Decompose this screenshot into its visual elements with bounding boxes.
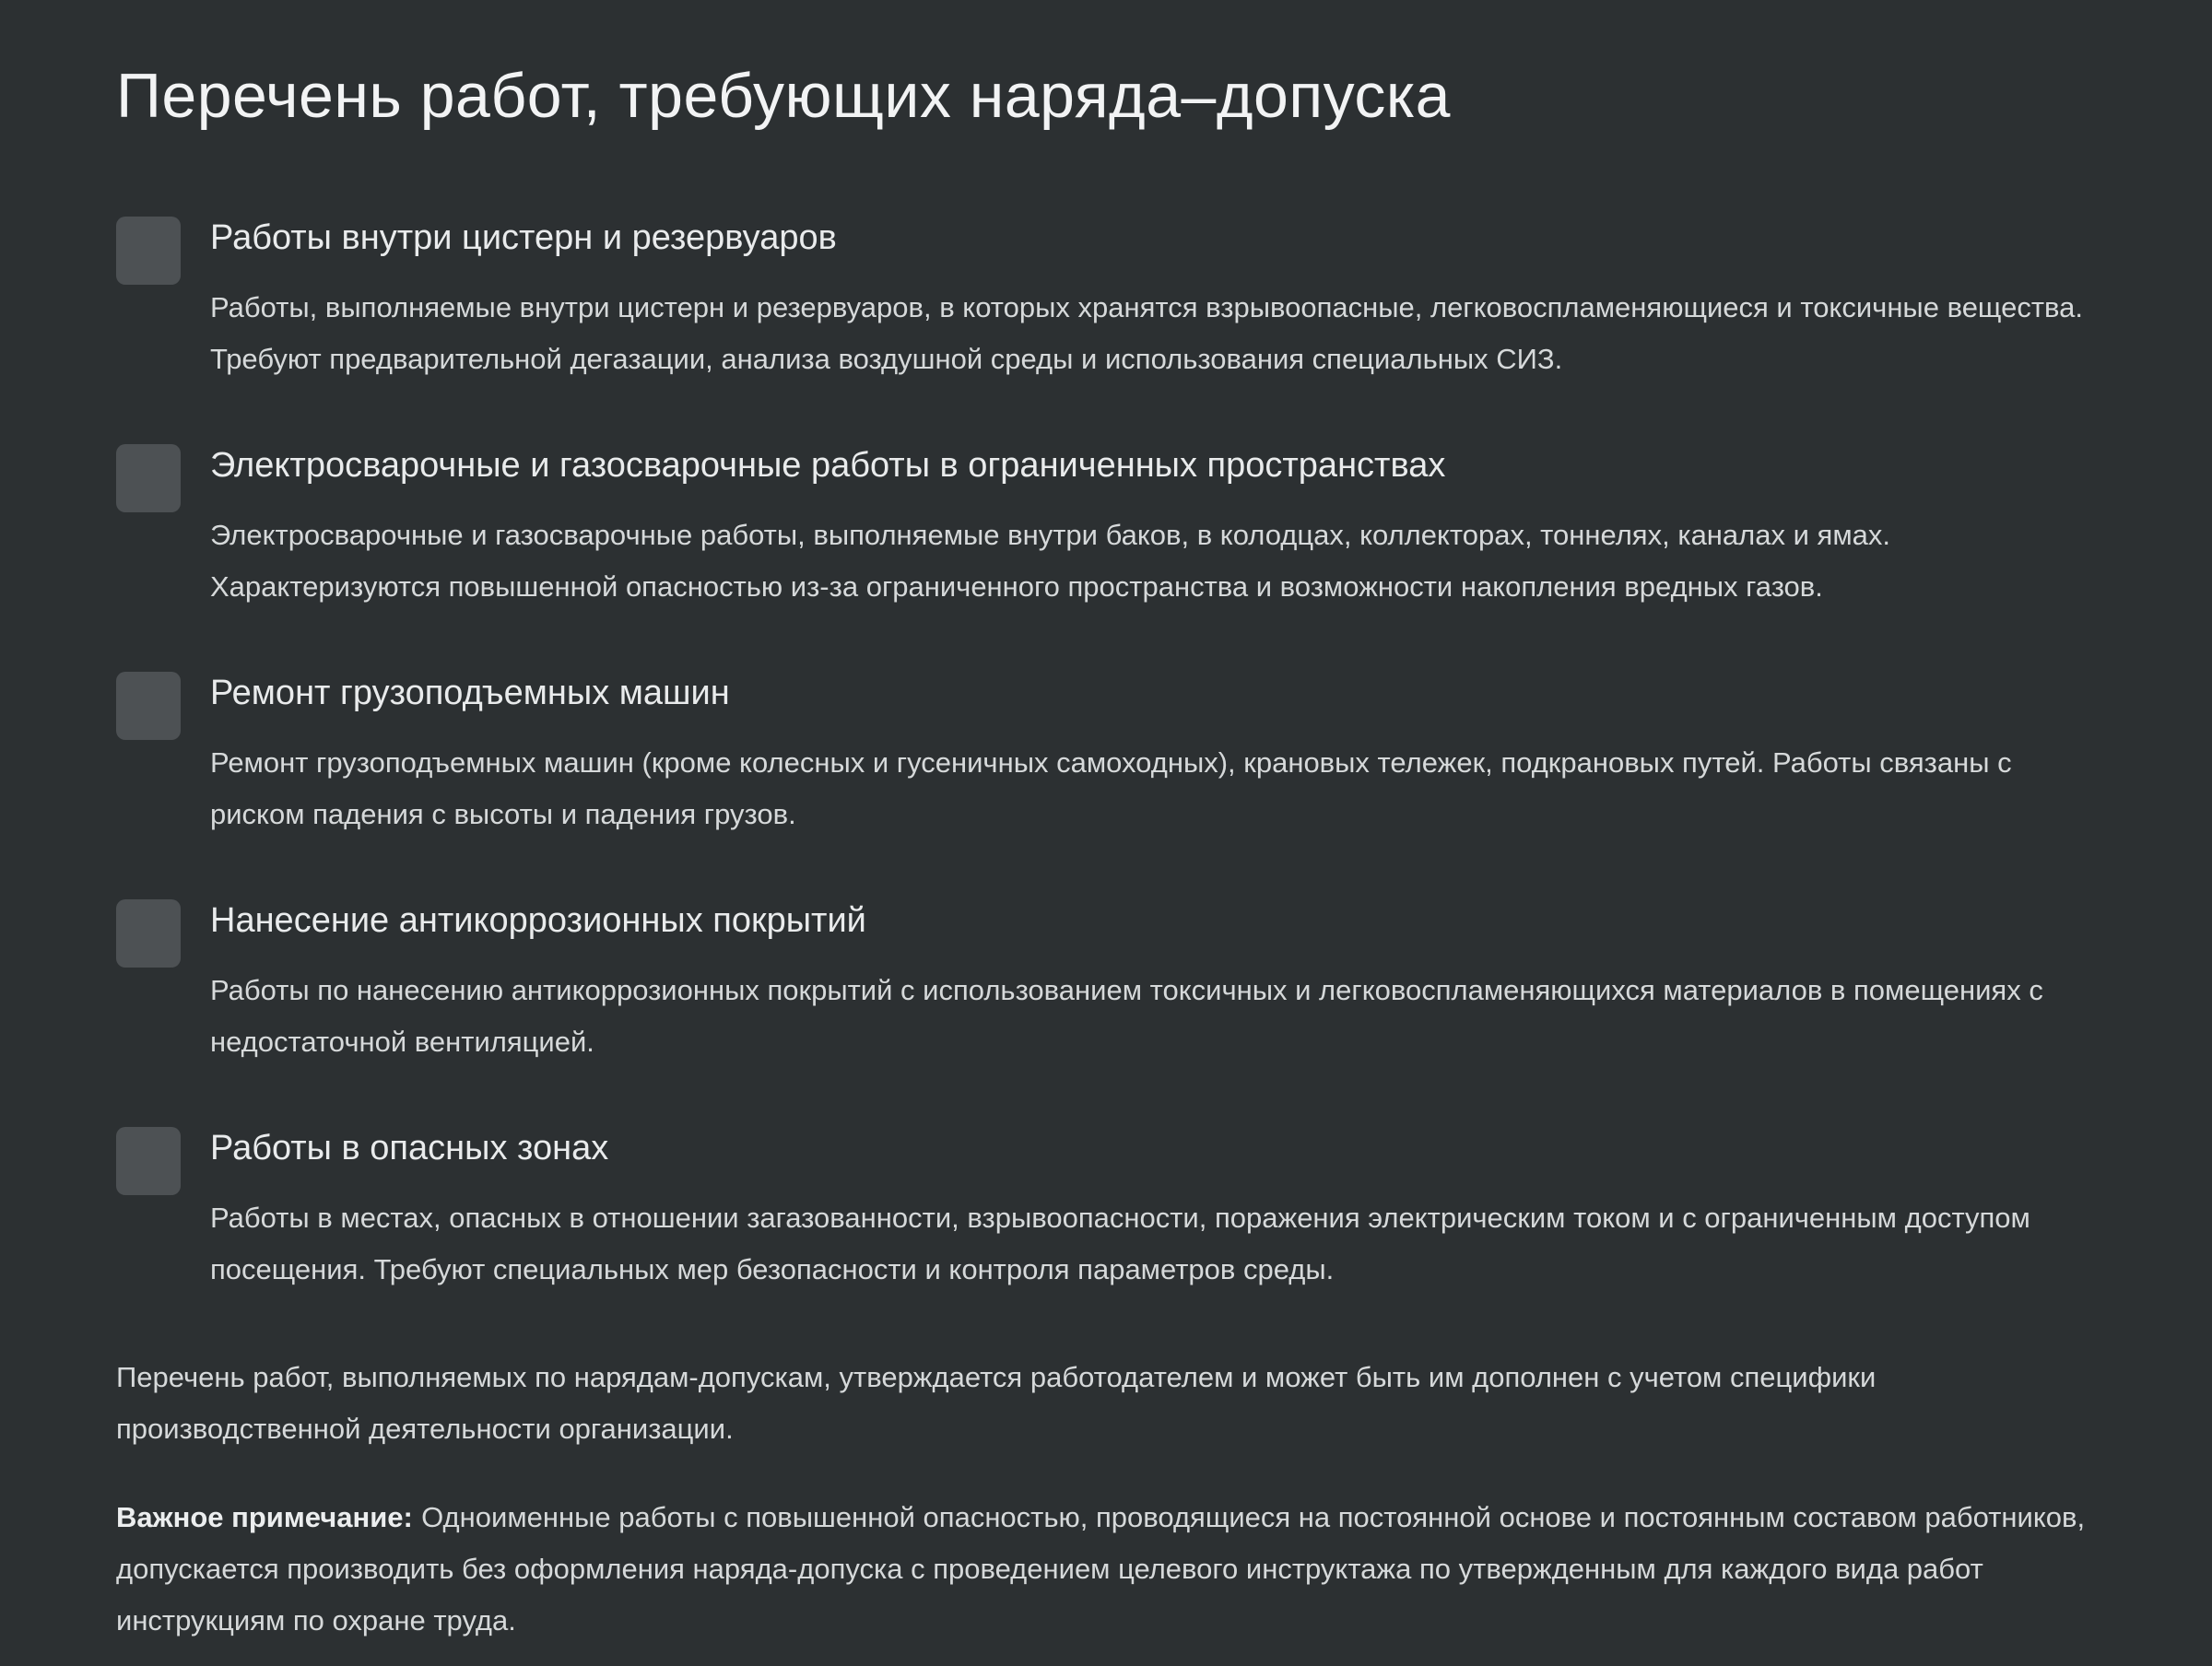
work-item-content [210,442,2109,613]
checkbox[interactable] [116,672,181,740]
work-item-description: Работы по нанесению антикоррозионных покрытий с использованием токсичных и легковоспламеняющихся материалов в помещениях с недостаточной вентиляцией. [210,973,2043,1058]
work-item-title: Работы в опасных зонах [210,1128,609,1167]
checkbox[interactable] [116,1127,181,1195]
work-item-title: Нанесение антикоррозионных покрытий [210,900,866,940]
work-item-content [210,215,2109,385]
work-item-description: Электросварочные и газосварочные работы, выполняемые внутри баков, в колодцах, коллекторах, тоннелях, каналах и ямах. Характеризуются повышенной опасностью из-за ограниченного пространства и возможности накопления вредных газов. [210,519,1890,603]
work-item-title: Электросварочные и газосварочные работы в ограниченных пространствах [210,445,1446,485]
work-item-description: Работы, выполняемые внутри цистерн и резервуаров, в которых хранятся взрывоопасные, легковоспламеняющиеся и токсичные вещества. Требуют предварительной дегазации, анализа воздушной среды и использования специальных СИЗ. [210,291,2083,376]
work-item-description: Работы в местах, опасных в отношении загазованности, взрывоопасности, поражения электрическим током и с ограниченным доступом посещения. Требуют специальных мер безопасности и контроля параметров среды. [210,1201,2030,1285]
checkbox[interactable] [116,444,181,512]
work-item-title: Работы внутри цистерн и резервуаров [210,218,837,257]
work-item [116,215,2109,385]
work-item-title: Ремонт грузоподъемных машин [210,673,730,712]
note-text: Одноименные работы с повышенной опасностью, проводящиеся на постоянной основе и постоянным составом работников, допускается производить без оформления наряда-допуска с проведением целевого инструктажа по утвержденным для каждого вида работ инструкциям по охране труда. [116,1501,2086,1637]
footer-paragraph: Перечень работ, выполняемых по нарядам-допускам, утверждается работодателем и может быть им дополнен с учетом специфики производственной деятельности организации. [116,1361,1877,1446]
checkbox[interactable] [116,217,181,285]
work-item-content [210,898,2109,1068]
work-item-description: Ремонт грузоподъемных машин (кроме колесных и гусеничных самоходных), крановых тележек, подкрановых путей. Работы связаны с риском падения с высоты и падения грузов. [210,746,2012,830]
work-item [116,670,2109,840]
work-item-content [210,670,2109,840]
checkbox[interactable] [116,899,181,968]
page-title: Перечень работ, требующих наряда–допуска [116,61,1451,131]
work-item [116,898,2109,1068]
work-item [116,442,2109,613]
work-item [116,1125,2109,1296]
note-label: Важное примечание: [116,1501,413,1534]
note-paragraph [116,1492,2109,1646]
work-item-content [210,1125,2109,1296]
